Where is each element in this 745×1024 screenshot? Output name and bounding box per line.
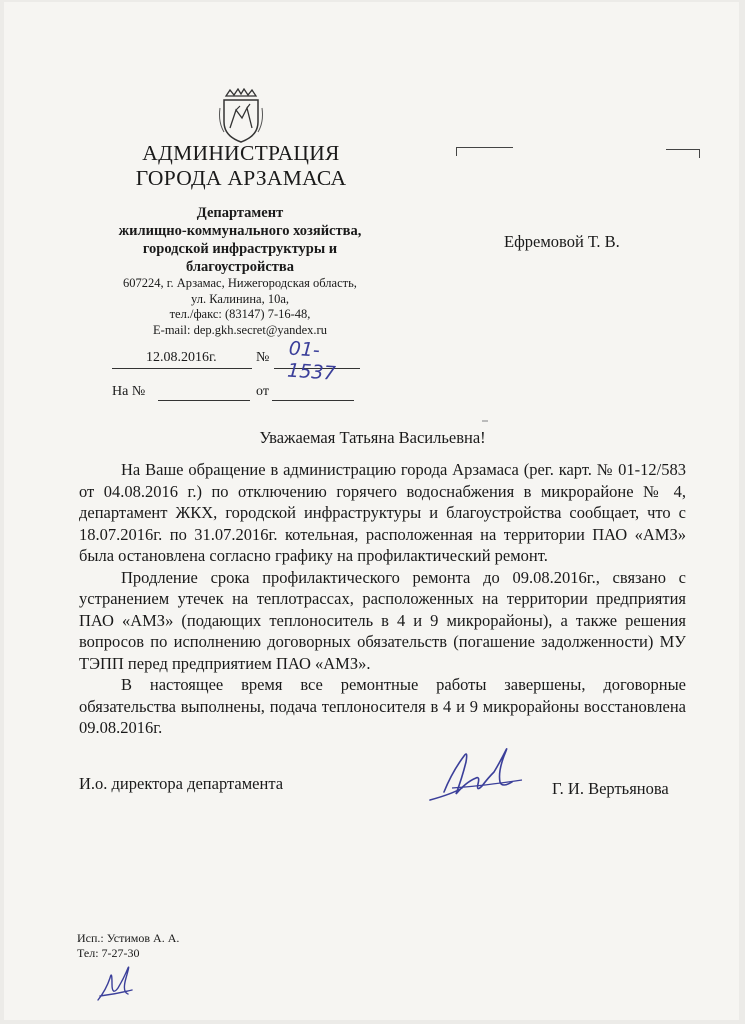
executor-info xyxy=(77,931,179,961)
recipient: Ефремовой Т. В. xyxy=(504,232,620,251)
executor-name: Исп.: Устимов А. А. xyxy=(77,931,180,945)
org-title-line-2: ГОРОДА АРЗАМАСА xyxy=(135,166,347,190)
org-title-line-1: АДМИНИСТРАЦИЯ xyxy=(142,141,340,165)
address-line-2: ул. Калинина, 10а, xyxy=(191,291,289,306)
date-underline xyxy=(112,368,252,369)
department-line-4: благоустройства xyxy=(185,259,295,275)
department-address xyxy=(90,276,390,338)
handwritten-signature xyxy=(422,742,532,806)
reference-number-blank xyxy=(158,400,250,401)
paragraph-1: На Ваше обращение в администрацию города Арзамаса (рег. карт. № 01-12/583 от 04.08.2016 г.) по отключению горячего водоснабжения в микрорайоне № 4, департамент ЖКХ, городской инфраструктуры и благоустройства сообщает, что с 18.07.2016г. по 31.07.2016г. котельная, расположенная на территории ПАО «АМЗ» была остановлена согласно графику на профилактический ремонт. xyxy=(79,460,686,565)
outgoing-date: 12.08.2016г. xyxy=(146,350,217,365)
department-name xyxy=(90,204,390,276)
incoming-reference xyxy=(112,384,360,406)
reference-from-label: от xyxy=(256,384,269,399)
org-title xyxy=(110,141,372,191)
greeting: Уважаемая Татьяна Васильевна! xyxy=(259,428,486,447)
address-line-3: тел./факс: (83147) 7-16-48, xyxy=(169,307,311,321)
executor-phone: Тел: 7-27-30 xyxy=(77,946,140,960)
address-line-1: 607224, г. Арзамас, Нижегородская область, xyxy=(123,276,357,290)
executor-initials-signature xyxy=(92,960,142,1010)
department-line-3: городской инфраструктуры и xyxy=(142,241,338,257)
address-corner-right xyxy=(666,149,700,158)
department-line-1: Департамент xyxy=(196,205,284,221)
number-sign: № xyxy=(256,350,270,365)
address-corner-left xyxy=(456,147,513,156)
scan-mark xyxy=(482,420,488,422)
department-line-2: жилищно-коммунального хозяйства, xyxy=(118,223,362,239)
address-line-4: E-mail: dep.gkh.secret@yandex.ru xyxy=(153,322,327,337)
signatory-name: Г. И. Вертьянова xyxy=(552,779,669,798)
signatory-position: И.о. директора департамента xyxy=(79,774,284,793)
reference-date-blank xyxy=(272,400,354,401)
coat-of-arms-icon xyxy=(216,88,266,144)
paragraph-2: Продление срока профилактического ремонта до 09.08.2016г., связано с устранением утечек на теплотрассах, расположенных на территории предприятия ПАО «АМЗ» (подающих теплоноситель в 4 и 9 микрорайоны), а также решения вопросов по исполнению договорных обязательств (погашение задолженности) МУ ТЭПП перед предприятием ПАО «АМЗ». xyxy=(79,567,686,673)
reference-label: На № xyxy=(112,384,146,399)
outgoing-number: 01-1537 xyxy=(286,337,337,385)
paragraph-3: В настоящее время все ремонтные работы завершены, договорные обязательства выполнены, подача теплоносителя в 4 и 9 микрорайоны восстановлена 09.08.2016г. xyxy=(79,675,686,737)
outgoing-registration xyxy=(112,337,360,385)
letter-body xyxy=(79,459,686,739)
